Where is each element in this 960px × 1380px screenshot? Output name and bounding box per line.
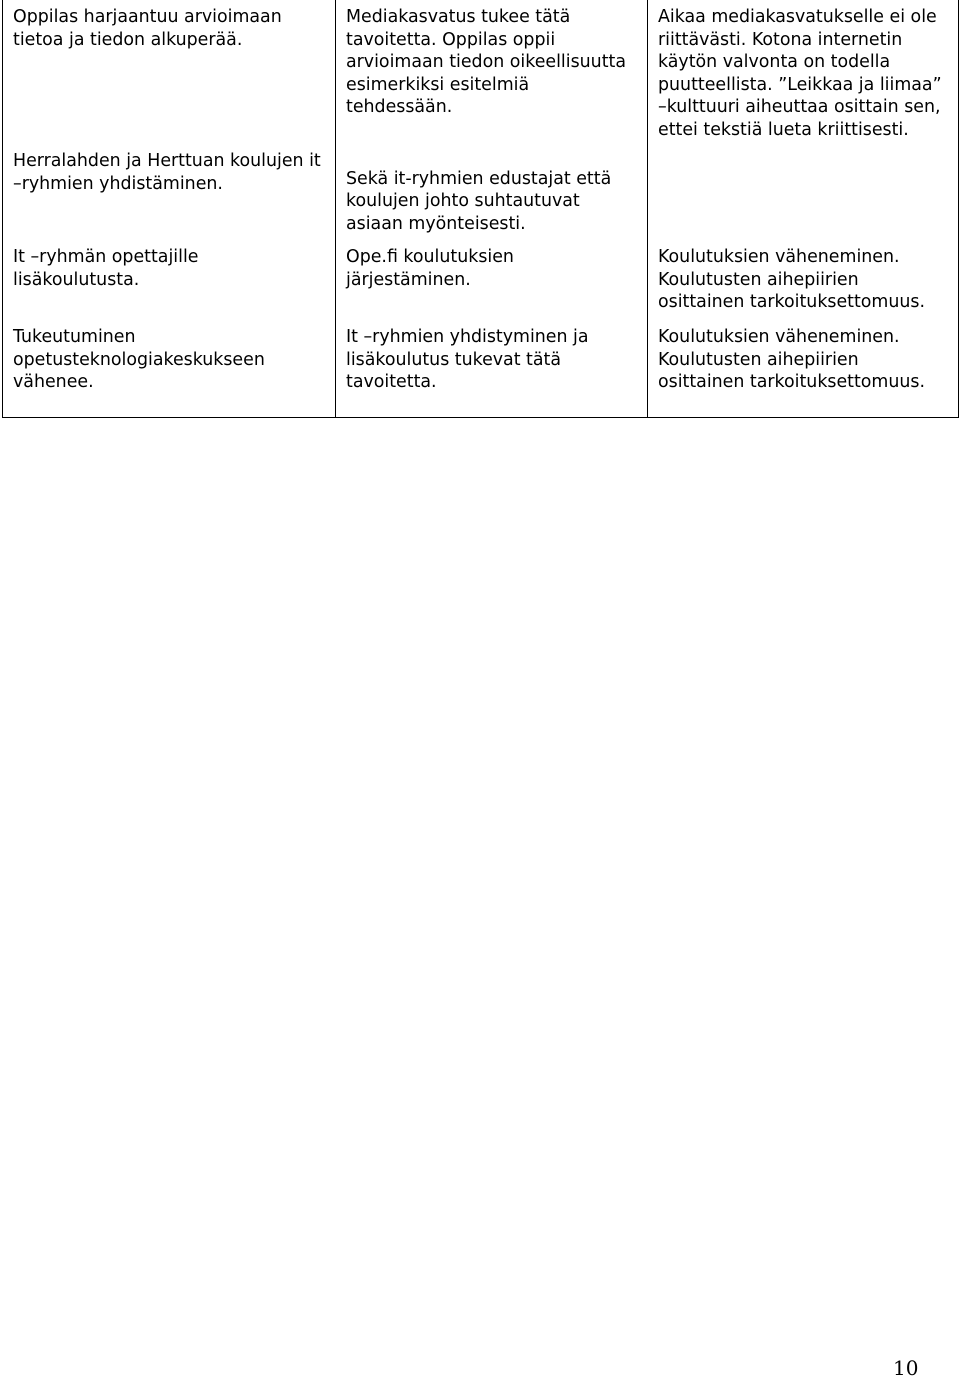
cell-text: Mediakasvatus tukee tätä tavoitetta. Oppilas oppii arvioimaan tiedon oikeellisuutta esimerkiksi esitelmiä tehdessään. (346, 7, 626, 117)
table-cell-support (336, 240, 648, 320)
table-cell-support (336, 0, 648, 240)
cell-text: It –ryhmien yhdistyminen ja lisäkoulutus tukevat tätä tavoitetta. (346, 327, 589, 392)
cell-text: It –ryhmän opettajille lisäkoulutusta. (13, 247, 199, 290)
table-cell-support (336, 320, 648, 417)
table-cell-goal (3, 320, 336, 417)
table-cell-goal (3, 0, 336, 240)
cell-text: Sekä it-ryhmien edustajat että koulujen johto suhtautuvat asiaan myönteisesti. (346, 168, 612, 234)
table-row (3, 0, 959, 240)
cell-text: Herralahden ja Herttuan koulujen it –ryhmien yhdistäminen. (13, 151, 321, 194)
table-cell-goal (3, 240, 336, 320)
cell-text: Ope.fi koulutuksien järjestäminen. (346, 247, 514, 290)
cell-text: Koulutuksien väheneminen. Koulutusten aihepiirien osittainen tarkoituksettomuus. (658, 327, 925, 392)
table-cell-obstacles (648, 240, 959, 320)
table-row (3, 320, 959, 417)
cell-text: Oppilas harjaantuu arvioimaan tietoa ja tiedon alkuperää. (13, 7, 282, 50)
table-cell-obstacles (648, 0, 959, 240)
page-number: 10 (893, 1356, 919, 1380)
cell-text: Aikaa mediakasvatukselle ei ole riittävästi. Kotona internetin käytön valvonta on todella puutteellista. ”Leikkaa ja liimaa” –kulttuuri aiheuttaa osittain sen, ettei tekstiä lueta kriittisesti. (658, 7, 942, 140)
table-cell-obstacles (648, 320, 959, 417)
cell-text: Koulutuksien väheneminen. Koulutusten aihepiirien osittainen tarkoituksettomuus. (658, 247, 925, 312)
cell-text: Tukeutuminen opetusteknologiakeskukseen vähenee. (13, 327, 265, 392)
table-row (3, 240, 959, 320)
document-table (2, 0, 959, 418)
